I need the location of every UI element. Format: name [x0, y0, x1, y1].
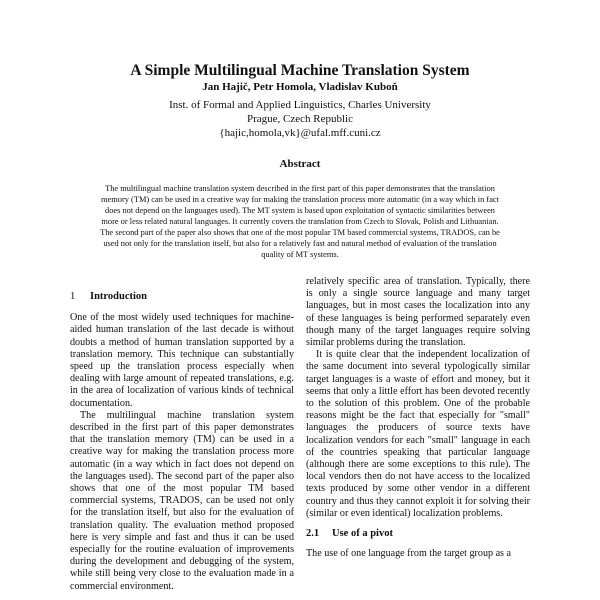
intro-paragraph-1: One of the most widely used techniques for machine-aided human translation of the last decade is without doubts a method of human translation supported by a translation memory. This technique can substantially speed up the translation process especially when dealing with large amount of repeated translations, e.g. in the area of localization of various kinds of technical documentation.: [70, 312, 294, 409]
abstract-heading: Abstract: [279, 158, 321, 170]
left-column: [70, 291, 294, 593]
affiliation-block: [0, 98, 600, 140]
subsection-title: Use of a pivot: [332, 528, 393, 540]
affiliation-institute: Inst. of Formal and Applied Linguistics, Charles University: [169, 99, 431, 111]
affiliation-email: {hajic,homola,vk}@ufal.mff.cuni.cz: [219, 127, 381, 139]
subsection-heading-pivot: [306, 528, 530, 540]
abstract-text: The multilingual machine translation system described in the first part of this paper demonstrates that the translation memory (TM) can be used in a creative way for making the translation process more automatic (in a way which in fact does not depend on the languages used). The MT system is based upon exploitation of syntactic similarities between more or less related natural languages. It currently covers the translation from Czech to Slovak, Polish and Lithuanian. The second part of the paper also shows that one of the most popular TM based commercial systems, TRADOS, can be used not only for the translation itself, but also for a relatively fast and natural method of evaluation of the translation quality of MT systems.: [100, 184, 500, 259]
paper-title: A Simple Multilingual Machine Translation System: [130, 62, 470, 79]
intro-paragraph-2: The multilingual machine translation system described in the first part of this paper demonstrates that the translation memory (TM) can be used in a creative way for making the translation process more automatic (in a way which in fact does not depend on the languages used). The second part of the paper also shows that one of the most popular TM based commercial systems, TRADOS, can be used not only for the translation itself, but also for the evaluation of translation quality. The evaluation method proposed here is very simple and fast and thus it can be used especially for the routine evaluation of improvements during the development and debugging of the system, while still being very close to the evaluation made in a commercial environment.: [70, 409, 294, 592]
subsection-number: 2.1: [306, 528, 320, 540]
section-number: 1: [70, 291, 76, 302]
section-heading-introduction: [70, 291, 294, 303]
right-column: [306, 276, 530, 560]
paper-authors: Jan Hajič, Petr Homola, Vladislav Kuboň: [202, 81, 398, 93]
right-paragraph-3: The use of one language from the target group as a: [306, 548, 511, 560]
section-title: Introduction: [90, 291, 147, 302]
right-paragraph-1: relatively specific area of translation. Typically, there is only a single source language and many target languages, but in most cases the localization into any of these languages is being performed separately even though many of the target languages require solving similar problems during the translation.: [306, 276, 530, 349]
right-paragraph-2: It is quite clear that the independent localization of the same document into several typologically similar target languages is a waste of effort and money, but it seems that only a little effort has been devoted recently to the solution of this problem. One of the probable reasons might be the fact that especially for "small" languages the producers of source texts have localization vendors for each "small" language in each of the countries speaking that particular language (although there are some exceptions to this rule). The local vendors then do not have access to the localized texts produced by some other vendor in a different country and thus they cannot exploit it for solving their (similar or even identical) localization problems.: [306, 349, 530, 519]
affiliation-city: Prague, Czech Republic: [247, 113, 353, 125]
